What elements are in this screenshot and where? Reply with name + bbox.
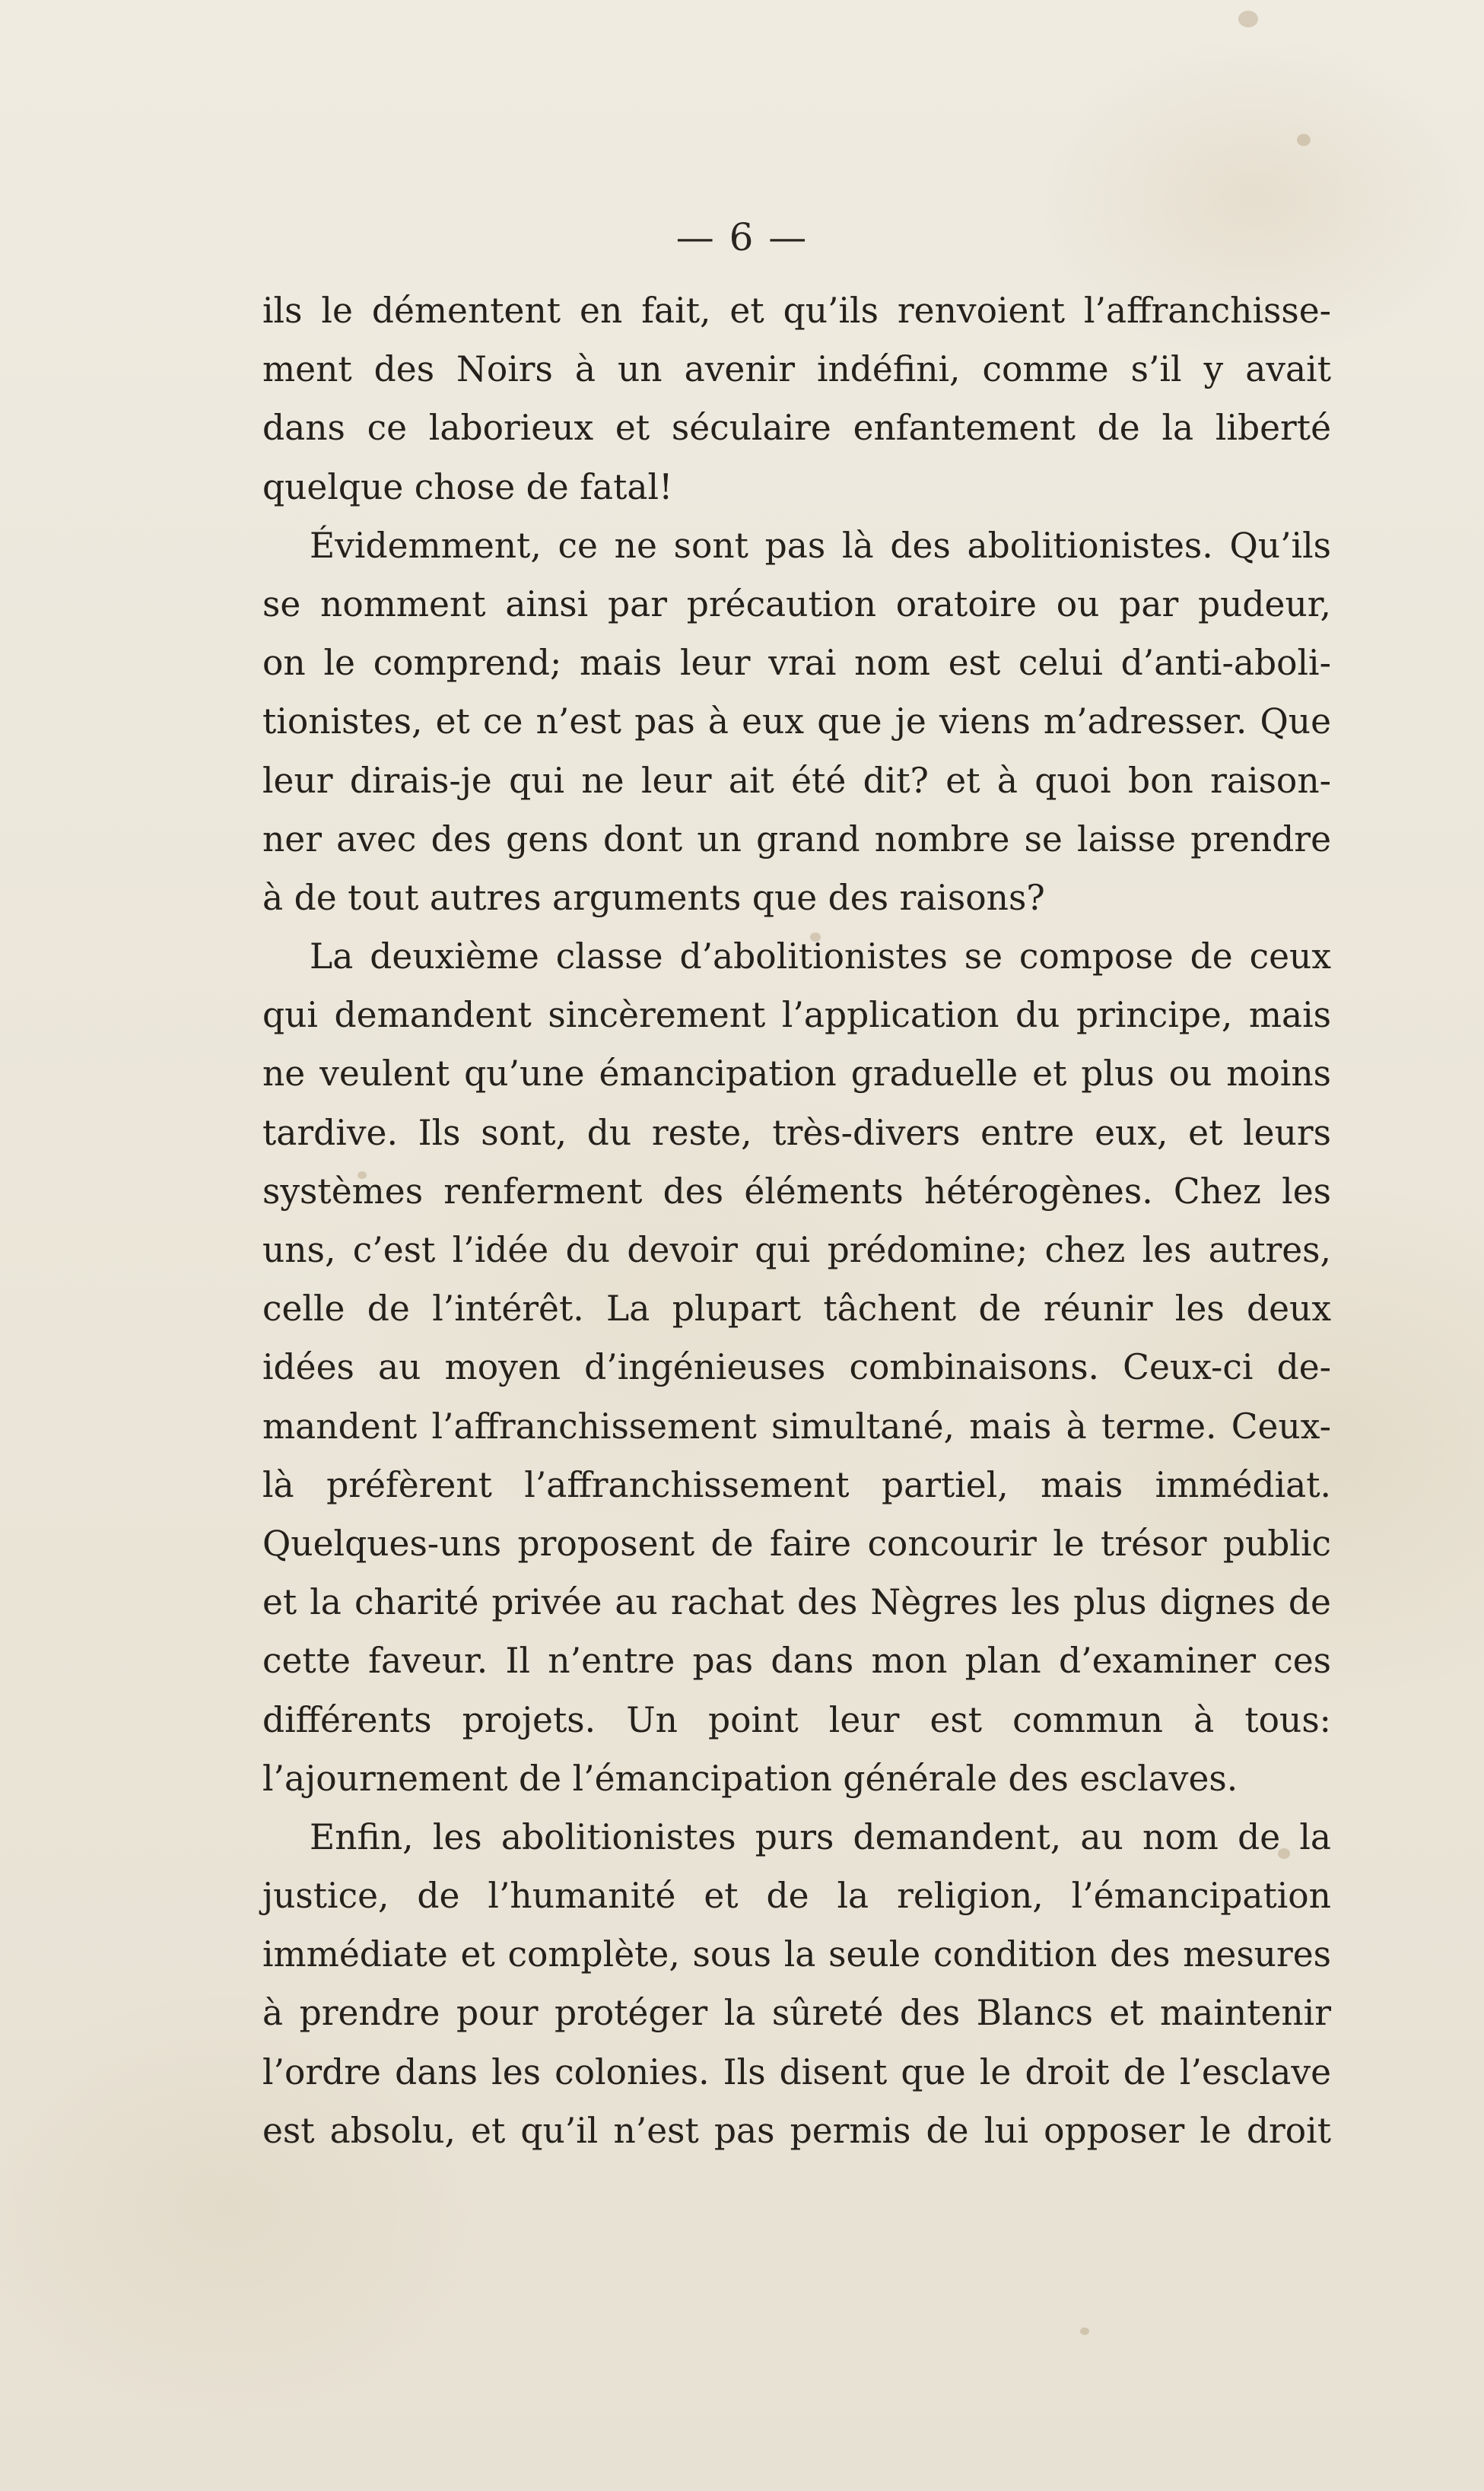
text-line: tardive. Ils sont, du reste, très-divers entre eux, et leurs [262, 1112, 1331, 1153]
foxing-spot [1238, 11, 1258, 27]
text-line: à prendre pour protéger la sûreté des Blancs et maintenir [262, 1993, 1331, 2034]
text-line: ner avec des gens dont un grand nombre se laisse prendre [262, 818, 1331, 859]
text-line: là préfèrent l’affranchissement partiel, mais immédiat. [262, 1464, 1331, 1505]
text-line: à de tout autres arguments que des raisons? [262, 877, 1045, 918]
text-line: mandent l’affranchissement simultané, mais à terme. Ceux- [262, 1406, 1331, 1447]
text-line: l’ordre dans les colonies. Ils disent que le droit de l’esclave [262, 2051, 1331, 2092]
text-line: est absolu, et qu’il n’est pas permis de lui opposer le droit [262, 2110, 1331, 2151]
text-line: immédiate et complète, sous la seule condition des mesures [262, 1934, 1331, 1975]
text-line: cette faveur. Il n’entre pas dans mon plan d’examiner ces [262, 1641, 1331, 1682]
text-line: différents projets. Un point leur est commun à tous: [262, 1699, 1331, 1740]
text-line: Enfin, les abolitionistes purs demandent, au nom de la [310, 1816, 1331, 1857]
text-line: leur dirais-je qui ne leur ait été dit? et à quoi bon raison- [262, 760, 1331, 801]
text-line: idées au moyen d’ingénieuses combinaisons. Ceux-ci de- [262, 1347, 1331, 1388]
text-line: celle de l’intérêt. La plupart tâchent de réunir les deux [262, 1288, 1331, 1330]
foxing-spot [1297, 134, 1311, 146]
text-line: on le comprend; mais leur vrai nom est celui d’anti-aboli- [262, 643, 1331, 684]
text-line: justice, de l’humanité et de la religion, l’émancipation [262, 1876, 1331, 1917]
text-line: Quelques-uns proposent de faire concourir le trésor public [262, 1523, 1331, 1564]
text-line: Évidemment, ce ne sont pas là des abolitionistes. Qu’ils [310, 525, 1331, 566]
text-line: systèmes renferment des éléments hétérogènes. Chez les [262, 1171, 1331, 1212]
text-line: ils le démentent en fait, et qu’ils renvoient l’affranchisse- [262, 291, 1331, 331]
body-text [262, 281, 1331, 2160]
page-number: — 6 — [675, 215, 809, 259]
text-line: tionistes, et ce n’est pas à eux que je viens m’adresser. Que [262, 701, 1331, 742]
text-line: La deuxième classe d’abolitionistes se compose de ceux [310, 936, 1331, 977]
text-line: ne veulent qu’une émancipation graduelle et plus ou moins [262, 1053, 1331, 1095]
text-line: dans ce laborieux et séculaire enfantement de la liberté [262, 408, 1331, 449]
text-line: se nomment ainsi par précaution oratoire ou par pudeur, [262, 583, 1331, 624]
text-line: quelque chose de fatal! [262, 466, 673, 507]
text-line: et la charité privée au rachat des Nègres les plus dignes de [262, 1582, 1331, 1623]
text-line: ment des Noirs à un avenir indéfini, comme s’il y avait [262, 349, 1331, 390]
foxing-spot [1080, 2327, 1089, 2335]
text-line: qui demandent sincèrement l’application du principe, mais [262, 995, 1331, 1036]
text-line: uns, c’est l’idée du devoir qui prédomine; chez les autres, [262, 1230, 1331, 1270]
text-line: l’ajournement de l’émancipation générale des esclaves. [262, 1758, 1238, 1799]
